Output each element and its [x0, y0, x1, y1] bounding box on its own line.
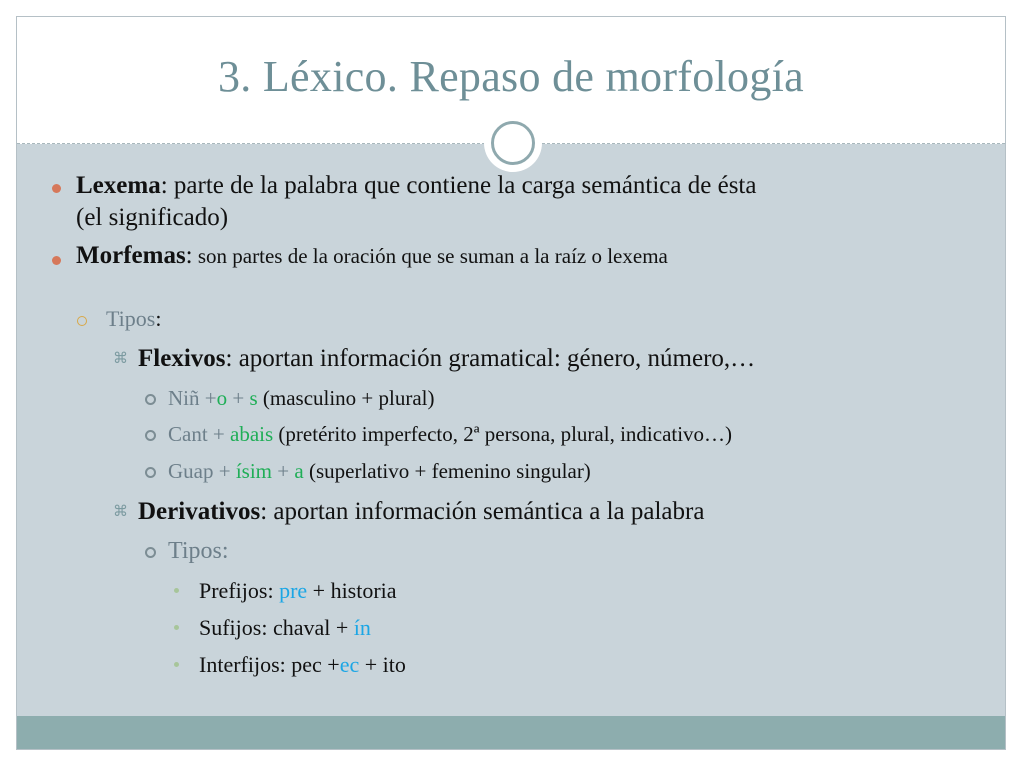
derivativo-example: Prefijos: pre + historia [199, 578, 397, 603]
bullet-dot-icon [174, 588, 179, 593]
slide [16, 16, 1006, 750]
bullet-ring-icon [145, 430, 156, 441]
list-item-derivativos: Derivativos: aportan información semántica a la palabra [138, 498, 705, 525]
term-morfemas: Morfemas [76, 242, 186, 269]
bullet-ring-icon [145, 547, 156, 558]
list-item-flexivos: Flexivos: aportan información gramatical: género, número,… [138, 345, 756, 372]
derivativo-example: Sufijos: chaval + ín [199, 615, 371, 640]
bullet-dot-icon [174, 625, 179, 630]
bullet-dot-icon [52, 184, 61, 193]
flexivo-example: Guap + ísim + a (superlativo + femenino singular) [168, 459, 591, 483]
bullet-dot-icon [52, 256, 61, 265]
footer-band [17, 716, 1005, 750]
content-area [17, 144, 1005, 716]
bullet-x-icon: ⌘ [113, 504, 128, 520]
bullet-ring-icon [77, 316, 87, 326]
list-item-tipos: Tipos: [106, 306, 162, 331]
term-derivativos: Derivativos [138, 498, 261, 525]
ring-ornament-icon [484, 114, 542, 172]
flexivo-example: Niñ +o + s (masculino + plural) [168, 386, 435, 410]
derivativos-tipos: Tipos: [168, 538, 229, 564]
bullet-x-icon: ⌘ [113, 351, 128, 367]
list-item-lexema-cont: (el significado) [76, 204, 229, 231]
term-flexivos: Flexivos [138, 345, 226, 372]
bullet-ring-icon [145, 467, 156, 478]
bullet-dot-icon [174, 662, 179, 667]
list-item-lexema: Lexema: parte de la palabra que contiene la carga semántica de ésta [76, 172, 757, 199]
derivativo-example: Interfijos: pec +ec + ito [199, 652, 406, 677]
term-lexema: Lexema [76, 172, 161, 199]
flexivo-example: Cant + abais (pretérito imperfecto, 2ª persona, plural, indicativo…) [168, 422, 733, 446]
bullet-ring-icon [145, 394, 156, 405]
slide-title: 3. Léxico. Repaso de morfología [217, 52, 805, 101]
list-item-morfemas: Morfemas: son partes de la oración que se suman a la raíz o lexema [76, 242, 668, 269]
